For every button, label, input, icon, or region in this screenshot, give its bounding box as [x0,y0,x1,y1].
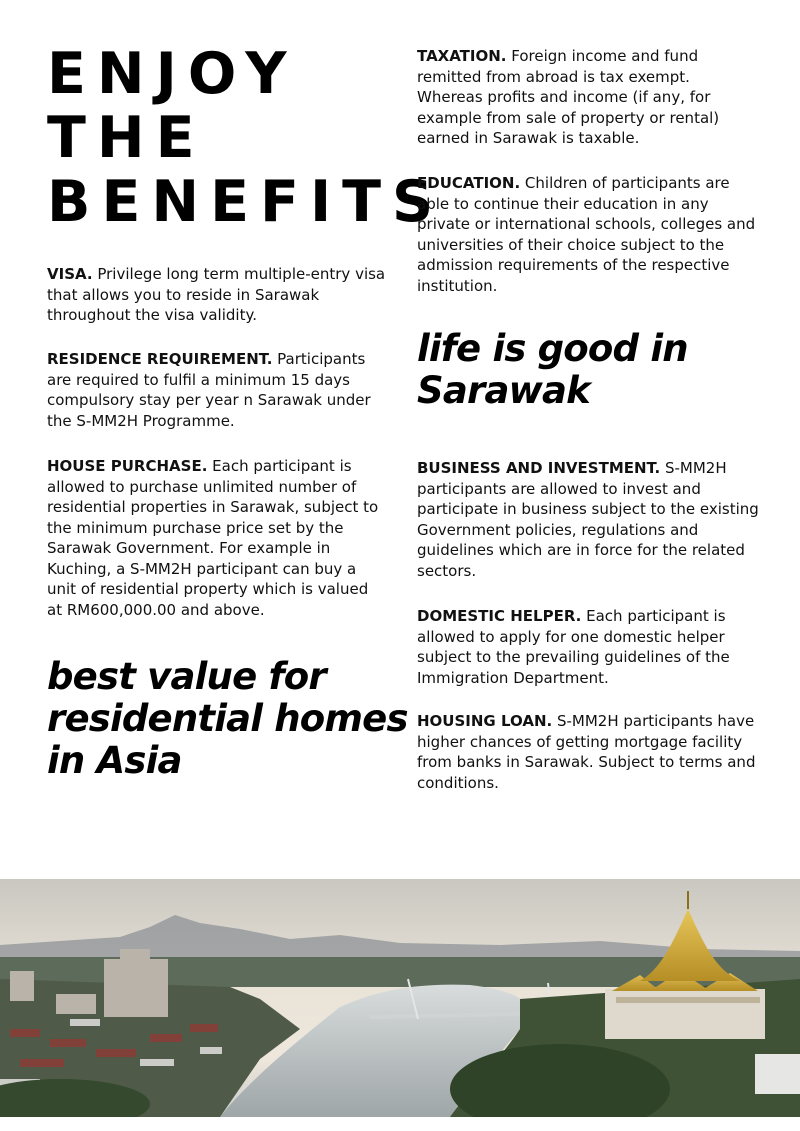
residence-paragraph [47,349,392,431]
housing-loan-text: S-MM2H participants have higher chances of getting mortgage facility from banks in Sarawak. Subject to terms and conditions. [417,712,756,792]
education-paragraph [417,173,762,296]
headline-line-3: BENEFITS [47,169,445,235]
domestic-helper-label: DOMESTIC HELPER. [417,607,582,625]
business-paragraph [417,458,767,581]
education-label: EDUCATION. [417,174,521,192]
taxation-label: TAXATION. [417,47,507,65]
visa-text: Privilege long term multiple-entry visa that allows you to reside in Sarawak throughout the visa validity. [47,265,386,324]
tagline-life-is-good [417,328,688,412]
domestic-helper-text: Each participant is allowed to apply for one domestic helper subject to the prevailing guidelines of the Immigration Department. [417,607,730,687]
housing-loan-paragraph [417,711,762,793]
tagline-best-value [47,656,408,782]
tagline-best-value-line-2: residential homes [47,697,408,740]
housing-loan-label: HOUSING LOAN. [417,712,553,730]
tagline-life-line-1: life is good in [417,327,688,370]
domestic-helper-paragraph [417,606,747,688]
business-text: S-MM2H participants are allowed to invest and participate in business subject to the existing Government policies, regulations and guidelines which are in force for the related sectors. [417,459,759,580]
page-headline [47,42,444,234]
tagline-best-value-line-3: in Asia [47,739,182,782]
business-label: BUSINESS AND INVESTMENT. [417,459,661,477]
tagline-best-value-line-1: best value for [47,655,326,698]
house-purchase-paragraph [47,456,387,620]
visa-label: VISA. [47,265,93,283]
taxation-text: Foreign income and fund remitted from abroad is tax exempt. Whereas profits and income (if any, for example from sale of property or rental) earned in Sarawak is taxable. [417,47,720,147]
residence-label: RESIDENCE REQUIREMENT. [47,350,273,368]
tagline-life-line-2: Sarawak [417,369,590,412]
kuching-waterfront-photo [0,879,800,1117]
education-text: Children of participants are able to continue their education in any private or international schools, colleges and universities of their choice subject to the admission requirements of the respective institution. [417,174,756,295]
taxation-paragraph [417,46,742,149]
house-purchase-text: Each participant is allowed to purchase unlimited number of residential properties in Sarawak, subject to the minimum purchase price set by the Sarawak Government. For example in Kuching, a S-MM2H participant can buy a unit of residential property which is valued at RM600,000.00 and above. [47,457,379,619]
visa-paragraph [47,264,387,326]
white-fort [755,1054,800,1094]
city-skyline-illustration [0,879,800,1117]
headline-line-1: ENJOY [47,41,298,107]
house-purchase-label: HOUSE PURCHASE. [47,457,208,475]
residence-text: Participants are required to fulfil a minimum 15 days compulsory stay per year n Sarawak under the S-MM2H Programme. [47,350,371,430]
headline-line-2: THE [47,105,206,171]
